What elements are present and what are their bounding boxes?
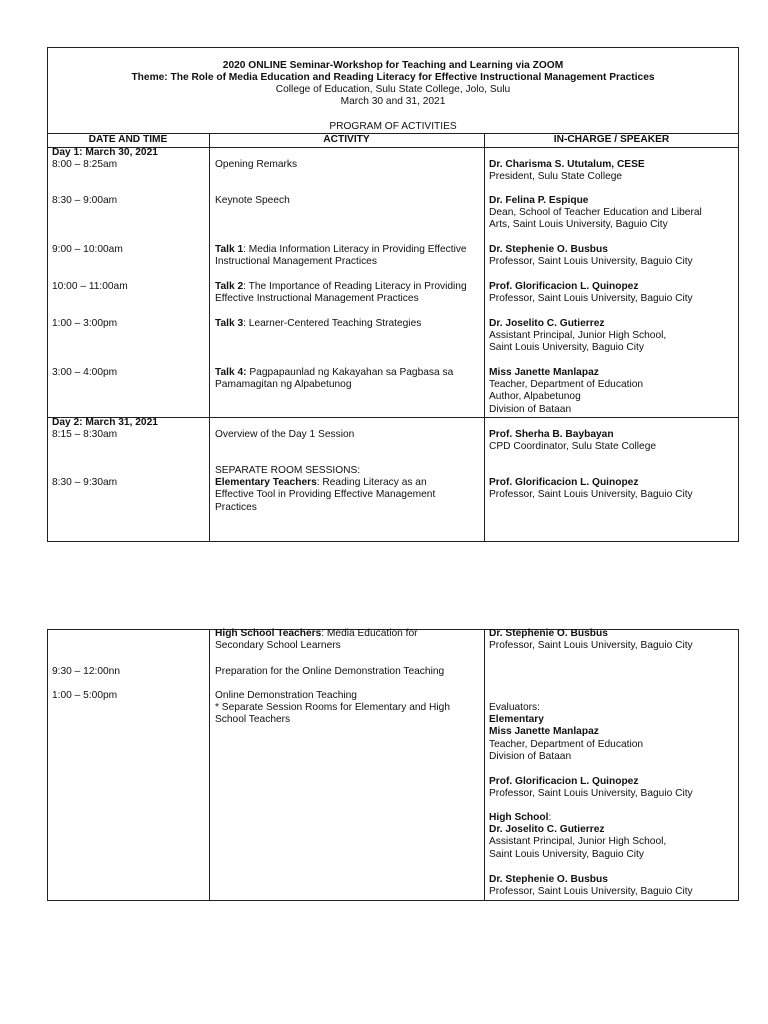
speaker-role: Professor, Saint Louis University, Baguio City xyxy=(489,293,693,305)
time-cell: 3:00 – 4:00pm xyxy=(52,367,118,378)
activity-text: Pamamagitan ng Alpabetunog xyxy=(215,379,352,391)
col-divider-2 xyxy=(484,629,485,901)
speaker-name: Dr. Joselito C. Gutierrez xyxy=(489,824,605,836)
col-header-date: DATE AND TIME xyxy=(88,134,168,145)
activity-text: : Media Information Literacy in Providing Effective xyxy=(243,244,467,255)
speaker-role: President, Sulu State College xyxy=(489,171,623,183)
talk-label: Talk 3 xyxy=(215,318,244,329)
talk-label: Talk 2 xyxy=(215,281,244,292)
evaluator-group-colon: : xyxy=(548,812,552,823)
seminar-dates: March 30 and 31, 2021 xyxy=(340,96,446,107)
evaluators-label: Evaluators: xyxy=(489,702,540,713)
activity-cell: Preparation for the Online Demonstration Teaching xyxy=(215,666,445,677)
activity-text: Effective Tool in Providing Effective Management xyxy=(215,489,436,501)
time-cell: 9:30 – 12:00nn xyxy=(52,666,120,677)
activity-text: * Separate Session Rooms for Elementary and High xyxy=(215,702,450,714)
activity-text: : Learner-Centered Teaching Strategies xyxy=(243,318,422,329)
day2-label: Day 2: March 31, 2021 xyxy=(52,417,158,428)
activity-cell: Keynote Speech xyxy=(215,195,290,206)
speaker-role: CPD Coordinator, Sulu State College xyxy=(489,441,657,453)
speaker-role: Arts, Saint Louis University, Baguio City xyxy=(489,219,668,231)
seminar-venue: College of Education, Sulu State College, Jolo, Sulu xyxy=(275,84,511,95)
speaker-name: Prof. Glorificacion L. Quinopez xyxy=(489,477,639,488)
activity-text: Secondary School Learners xyxy=(215,640,341,652)
speaker-role: Professor, Saint Louis University, Baguio City xyxy=(489,489,693,501)
speaker-role: Assistant Principal, Junior High School, xyxy=(489,836,667,848)
activity-text: : Media Education for xyxy=(321,628,418,639)
activity-text: : The Importance of Reading Literacy in Providing xyxy=(243,281,467,292)
activity-text: : Reading Literacy as an xyxy=(316,477,427,489)
time-cell: 10:00 – 11:00am xyxy=(52,281,128,292)
speaker-name: Dr. Joselito C. Gutierrez xyxy=(489,318,605,329)
col-divider-1 xyxy=(209,133,210,542)
speaker-role: Saint Louis University, Baguio City xyxy=(489,848,644,860)
activity-text: Pagpapaunlad ng Kakayahan sa Pagbasa sa xyxy=(246,367,454,378)
activity-cell: Overview of the Day 1 Session xyxy=(215,429,355,440)
talk-label: Talk 4: xyxy=(215,367,247,378)
speaker-role: Professor, Saint Louis University, Baguio City xyxy=(489,640,693,652)
talk-label: Talk 1 xyxy=(215,244,244,255)
speaker-name: Prof. Glorificacion L. Quinopez xyxy=(489,281,639,292)
time-cell: 8:30 – 9:00am xyxy=(52,195,118,206)
speaker-role: Professor, Saint Louis University, Baguio City xyxy=(489,256,693,268)
col-header-speaker: IN-CHARGE / SPEAKER xyxy=(553,134,670,145)
speaker-role: Division of Bataan xyxy=(489,750,572,762)
speaker-name: Miss Janette Manlapaz xyxy=(489,367,599,378)
speaker-name: Dr. Stephenie O. Busbus xyxy=(489,874,608,885)
activity-text: Online Demonstration Teaching xyxy=(215,690,357,701)
speaker-name: Prof. Sherha B. Baybayan xyxy=(489,429,614,440)
col-divider-2 xyxy=(484,133,485,542)
speaker-name: Prof. Glorificacion L. Quinopez xyxy=(489,776,639,787)
time-cell: 8:00 – 8:25am xyxy=(52,159,118,170)
speaker-role: Professor, Saint Louis University, Baguio City xyxy=(489,788,693,800)
speaker-name: Dr. Stephenie O. Busbus xyxy=(489,628,608,639)
activity-text: Effective Instructional Management Practices xyxy=(215,293,419,305)
speaker-name: Dr. Stephenie O. Busbus xyxy=(489,244,608,255)
speaker-role: Saint Louis University, Baguio City xyxy=(489,342,644,354)
speaker-name: Dr. Felina P. Espique xyxy=(489,195,589,206)
speaker-role: Division of Bataan xyxy=(489,403,572,415)
speaker-role: Assistant Principal, Junior High School, xyxy=(489,330,667,342)
time-cell: 9:00 – 10:00am xyxy=(52,244,123,255)
speaker-role: Teacher, Department of Education xyxy=(489,738,644,750)
session-group-label: High School Teachers xyxy=(215,628,322,639)
activity-text: School Teachers xyxy=(215,714,291,726)
speaker-role: Professor, Saint Louis University, Baguio City xyxy=(489,886,693,898)
activity-text: Instructional Management Practices xyxy=(215,256,377,268)
time-cell: 8:30 – 9:30am xyxy=(52,477,118,488)
time-cell: 8:15 – 8:30am xyxy=(52,429,118,440)
day1-label: Day 1: March 30, 2021 xyxy=(52,147,158,158)
col-header-activity: ACTIVITY xyxy=(323,134,370,145)
evaluator-group-label: Elementary xyxy=(489,714,544,726)
activity-text: Practices xyxy=(215,501,257,513)
seminar-title: 2020 ONLINE Seminar-Workshop for Teaching and Learning via ZOOM xyxy=(222,60,564,71)
speaker-role: Dean, School of Teacher Education and Liberal xyxy=(489,207,702,219)
speaker-name: Dr. Charisma S. Ututalum, CESE xyxy=(489,159,645,170)
time-cell: 1:00 – 5:00pm xyxy=(52,690,118,701)
separate-sessions-label: SEPARATE ROOM SESSIONS: xyxy=(215,465,361,476)
speaker-role: Author, Alpabetunog xyxy=(489,391,581,403)
time-cell: 1:00 – 3:00pm xyxy=(52,318,118,329)
speaker-role: Teacher, Department of Education xyxy=(489,379,644,391)
evaluator-group-label: High School xyxy=(489,812,549,823)
activity-cell: Opening Remarks xyxy=(215,159,298,170)
col-divider-1 xyxy=(209,629,210,901)
program-heading: PROGRAM OF ACTIVITIES xyxy=(329,121,457,132)
seminar-theme: Theme: The Role of Media Education and Reading Literacy for Effective Instructional Management Practices xyxy=(131,72,655,83)
speaker-name: Miss Janette Manlapaz xyxy=(489,726,599,738)
session-group-label: Elementary Teachers xyxy=(215,477,317,489)
